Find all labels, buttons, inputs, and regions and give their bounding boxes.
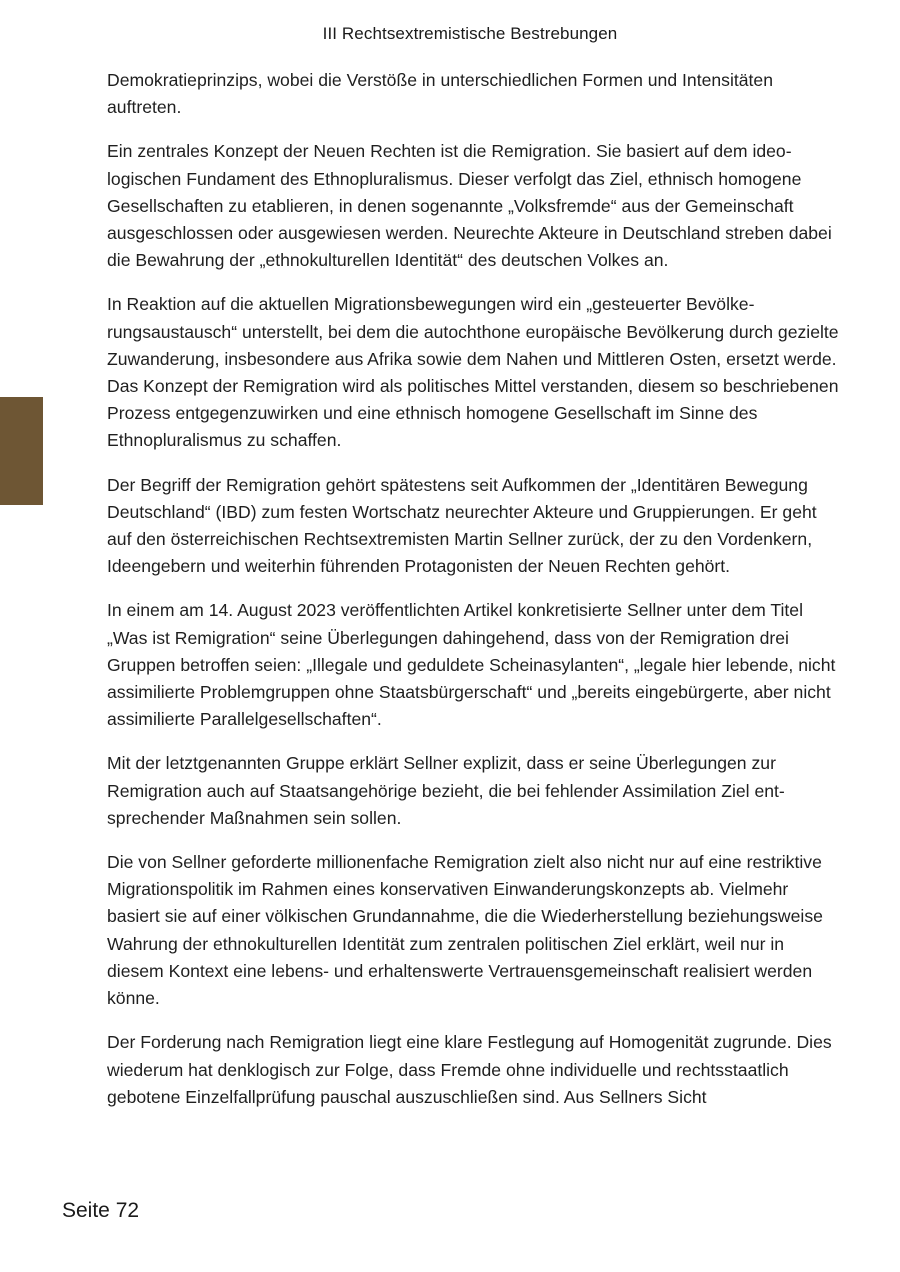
body-text (107, 67, 841, 1128)
chapter-marker-tab (0, 397, 43, 505)
paragraph: Der Forderung nach Remigration liegt eine klare Festlegung auf Homogenität zugrunde. Dies wiederum hat denklogisch zur Folge, dass Fremde ohne individuelle und rechtsstaatlich gebotene Einzelfallprüfung pauschal auszuschließen sind. Aus Sellners Sicht (107, 1032, 832, 1107)
paragraph: Demokratieprinzips, wobei die Verstöße in unterschiedlichen Formen und Intensitäten auftreten. (107, 70, 773, 118)
paragraph: Ein zentrales Konzept der Neuen Rechten ist die Remigration. Sie basiert auf dem ideologischen Fundament des Ethnopluralismus. Dieser verfolgt das Ziel, ethnisch homogene Gesellschaften zu etablieren, in denen sogenannte „Volksfremde“ aus der Gemeinschaft ausgeschlossen oder ausgewiesen werden. Neurechte Akteure in Deutschland streben dabei die Bewahrung der „ethnokulturellen Identität“ des deutschen Volkes an. (107, 141, 832, 271)
page-number: Seite 72 (62, 1199, 140, 1222)
paragraph: In einem am 14. August 2023 veröffentlichten Artikel konkretisierte Sellner unter dem Titel „Was ist Remigration“ seine Überlegungen dahingehend, dass von der Remigration drei Gruppen betroffen seien: „Illegale und geduldete Scheinasylanten“, „legale hier lebende, nicht assimilierte Problemgruppen ohne Staatsbürgerschaft“ und „bereits eingebürgerte, aber nicht assimilierte Parallelgesellschaften“. (107, 600, 836, 730)
paragraph: Die von Sellner geforderte millionenfache Remigration zielt also nicht nur auf eine restriktive Migrationspolitik im Rahmen eines konservativen Einwanderungskonzepts ab. Vielmehr basiert sie auf einer völkischen Grundannahme, die die Wiederherstellung beziehungsweise Wahrung der ethnokulturellen Identität zum zentralen politischen Ziel erklärt, weil nur in diesem Kontext eine lebens- und erhaltenswerte Vertrauensgemeinschaft realisiert werden könne. (107, 852, 823, 1009)
paragraph: Mit der letztgenannten Gruppe erklärt Sellner explizit, dass er seine Überlegungen zur Remigration auch auf Staatsangehörige bezieht, die bei fehlender Assimilation Ziel entsprechender Maßnahmen sein sollen. (107, 753, 785, 828)
paragraph: In Reaktion auf die aktuellen Migrationsbewegungen wird ein „gesteuerter Bevölkerungsaustausch“ unterstellt, bei dem die autochthone europäische Bevölkerung durch gezielte Zuwanderung, insbesondere aus Afrika sowie dem Nahen und Mittleren Osten, ersetzt werde. Das Konzept der Remigration wird als politisches Mittel verstanden, diesem so beschriebenen Prozess entgegenzuwirken und eine ethnisch homogene Gesellschaft im Sinne des Ethnopluralismus zu schaffen. (107, 294, 839, 451)
paragraph: Der Begriff der Remigration gehört spätestens seit Aufkommen der „Identitären Bewegung Deutschland“ (IBD) zum festen Wortschatz neurechter Akteure und Gruppierungen. Er geht auf den österreichischen Rechtsextremisten Martin Sellner zurück, der zu den Vordenkern, Ideengebern und weiterhin führenden Protagonisten der Neuen Rechten gehört. (107, 474, 817, 577)
running-header: III Rechtsextremistische Bestrebungen (322, 24, 618, 43)
